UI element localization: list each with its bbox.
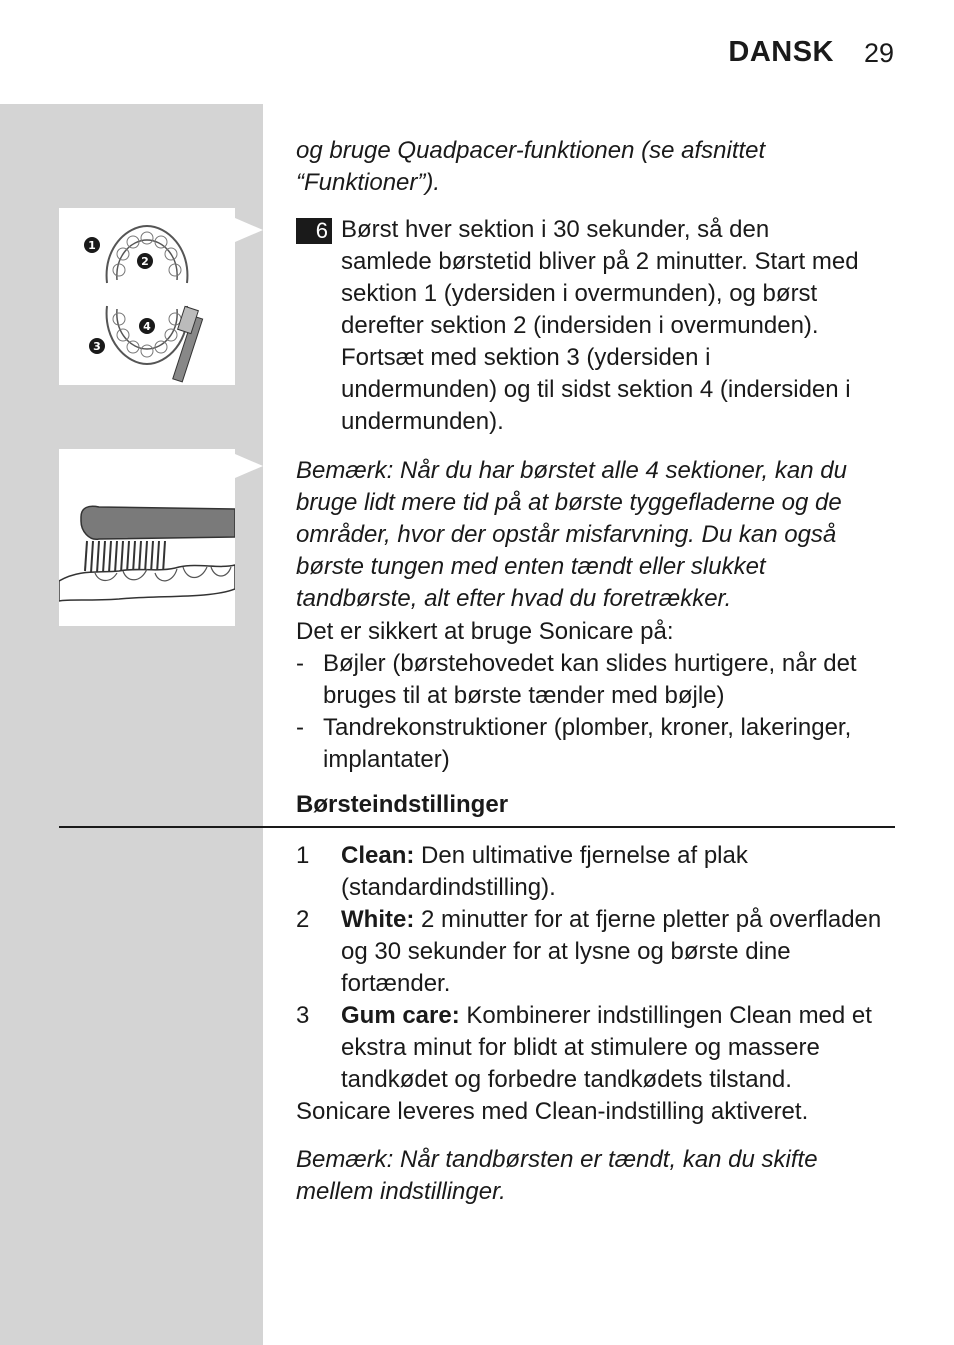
illustration-pointer: [235, 218, 263, 242]
section-label-2: 2: [141, 255, 149, 268]
mode-number: 2: [296, 906, 310, 933]
list-item-text: Bøjler (børstehovedet kan slides hurtigere, når det bruges til at børste tænder med bøjle): [323, 650, 857, 709]
page-number: 29: [863, 38, 894, 68]
mode-label: Clean:: [341, 842, 415, 869]
mode-text: 2 minutter for at fjerne pletter på overfladen og 30 sekunder for at lysne og børste dine fortænder.: [341, 906, 882, 997]
list-dash: -: [296, 714, 304, 741]
note-text: Bemærk: Når du har børstet alle 4 sektioner, kan du bruge lidt mere tid på at børste tyggefladerne og de områder, hvor der opstår misfarvning. Du kan også børste tungen med enten tændt eller slukket tandbørste, alt efter hvad du foretrækker.: [296, 457, 847, 612]
illustration-pointer: [235, 454, 263, 478]
mode-description: [341, 1000, 901, 1096]
mode-number: 3: [296, 1002, 310, 1029]
list-item: [296, 712, 896, 776]
section-label-4: 4: [143, 320, 151, 333]
mode-label: Gum care:: [341, 1002, 460, 1029]
mode-label: White:: [341, 906, 415, 933]
mode-item-clean: [296, 840, 896, 904]
section-divider: [59, 826, 895, 828]
intro-text: og bruge Quadpacer-funktionen (se afsnittet “Funktioner”).: [296, 137, 766, 196]
header-language: DANSK: [728, 36, 834, 68]
teeth-sections-illustration: [59, 208, 235, 385]
default-setting-text: Sonicare leveres med Clean-indstilling aktiveret.: [296, 1098, 809, 1125]
section-label-1: 1: [88, 239, 96, 252]
list-dash: -: [296, 650, 304, 677]
list-item: [296, 648, 896, 712]
mode-text: Kombinerer indstillingen Clean med et ekstra minut for blidt at stimulere og massere tandkødet og forbedre tandkødets tilstand.: [341, 1002, 872, 1093]
section-heading: Børsteindstillinger: [296, 791, 509, 818]
step-number-badge: 6: [296, 218, 332, 244]
section-label-3: 3: [93, 340, 101, 353]
note-text: Bemærk: Når tandbørsten er tændt, kan du skifte mellem indstillinger.: [296, 1146, 818, 1205]
mode-text: Den ultimative fjernelse af plak (standardindstilling).: [341, 842, 748, 901]
mode-item-gum-care: [296, 1000, 896, 1096]
mode-item-white: [296, 904, 896, 1000]
brush-chewing-surface-illustration: [59, 449, 235, 626]
list-item-text: Tandrekonstruktioner (plomber, kroner, lakeringer, implantater): [323, 714, 852, 773]
mode-description: [341, 904, 901, 1000]
safe-use-intro: Det er sikkert at bruge Sonicare på:: [296, 618, 674, 645]
mode-description: [341, 840, 901, 904]
step-6-text: Børst hver sektion i 30 sekunder, så den samlede børstetid bliver på 2 minutter. Start med sektion 1 (ydersiden i overmunden), og børst derefter sektion 2 (indersiden i overmunden). Fortsæt med sektion 3 (ydersiden i undermunden) og til sidst sektion 4 (indersiden i undermunden).: [341, 216, 859, 435]
mode-number: 1: [296, 842, 310, 869]
